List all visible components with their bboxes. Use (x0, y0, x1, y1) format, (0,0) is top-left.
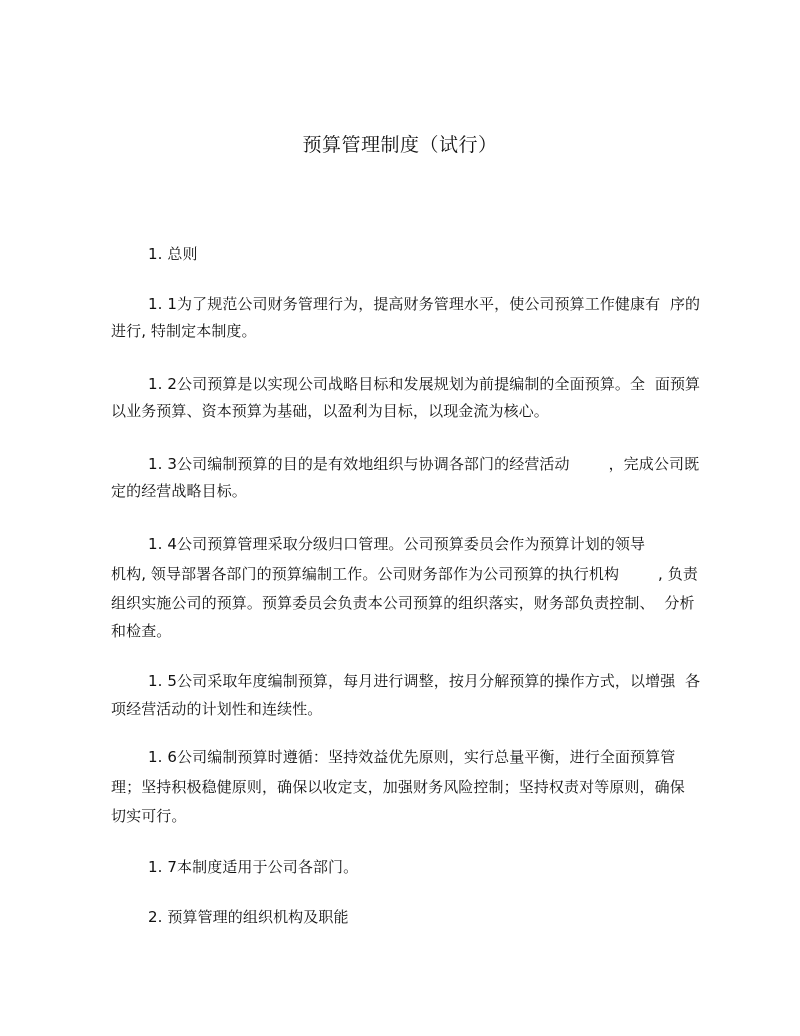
paragraph-1-1-line-1: 1. 1为了规范公司财务管理行为，提高财务管理水平，使公司预算工作健康有 序的 (148, 295, 701, 313)
paragraph-1-6-line-1: 1. 6公司编制预算时遵循：坚持效益优先原则，实行总量平衡，进行全面预算管 (148, 748, 676, 766)
paragraph-1-4-line-1: 1. 4公司预算管理采取分级归口管理。公司预算委员会作为预算计划的领导 (148, 535, 646, 553)
paragraph-1-2-line-2: 以业务预算、资本预算为基础，以盈利为目标，以现金流为核心。 (111, 402, 549, 420)
paragraph-1-4-line-3: 组织实施公司的预算。预算委员会负责本公司预算的组织落实，财务部负责控制、 分析 (111, 594, 695, 612)
paragraph-1-3-line-1: 1. 3公司编制预算的目的是有效地组织与协调各部门的经营活动 ，完成公司既 (148, 455, 700, 473)
paragraph-1-1-line-2: 进行, 特制定本制度。 (111, 322, 257, 340)
paragraph-1-4-line-4: 和检查。 (111, 622, 172, 640)
paragraph-1-3-line-2: 定的经营战略目标。 (111, 482, 247, 500)
paragraph-1-2-line-1: 1. 2公司预算是以实现公司战略目标和发展规划为前提编制的全面预算。全 面预算 (148, 375, 701, 393)
paragraph-1-6-line-2: 理；坚持积极稳健原则，确保以收定支，加强财务风险控制；坚持权责对等原则，确保 (111, 778, 685, 796)
heading-organization: 2. 预算管理的组织机构及职能 (148, 908, 349, 926)
heading-general: 1. 总则 (148, 245, 198, 263)
paragraph-1-7-line-1: 1. 7本制度适用于公司各部门。 (148, 858, 359, 876)
paragraph-1-4-line-2: 机构, 领导部署各部门的预算编制工作。公司财务部作为公司预算的执行机构 , 负责 (111, 565, 698, 583)
paragraph-1-5-line-2: 项经营活动的计划性和连续性。 (111, 700, 323, 718)
paragraph-1-5-line-1: 1. 5公司采取年度编制预算，每月进行调整，按月分解预算的操作方式，以增强 各 (148, 672, 701, 690)
document-title: 预算管理制度（试行） (302, 134, 498, 156)
paragraph-1-6-line-3: 切实可行。 (111, 807, 187, 825)
